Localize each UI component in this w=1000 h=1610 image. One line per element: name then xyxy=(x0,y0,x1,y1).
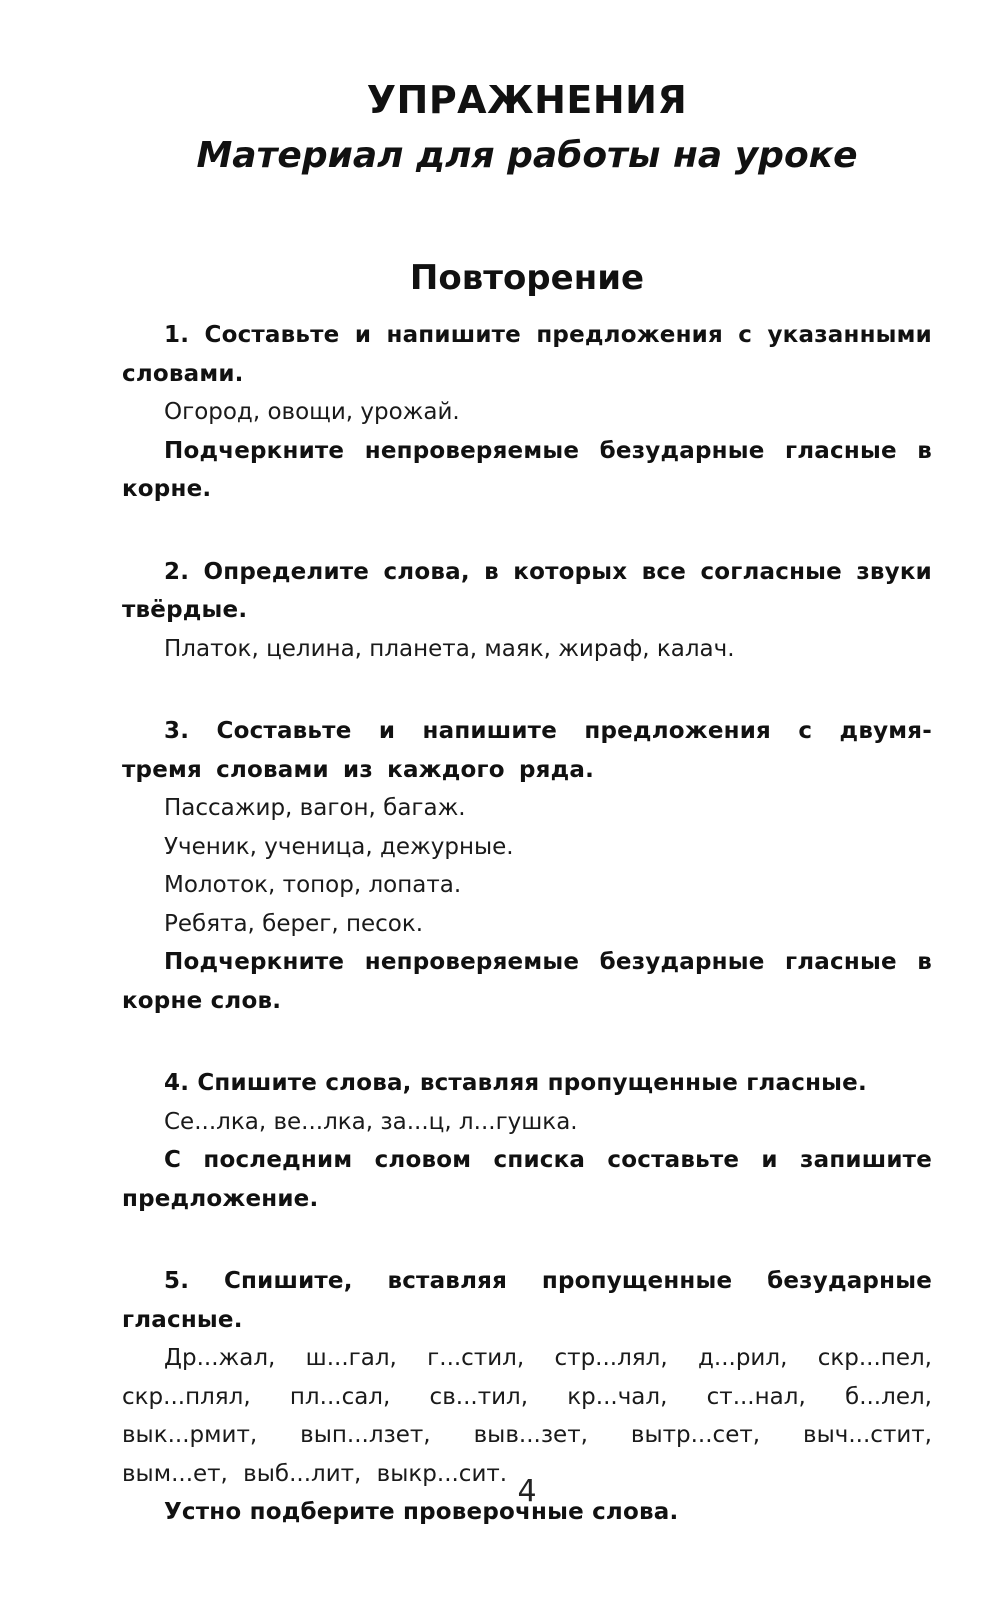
word-row: Ребята, берег, песок. xyxy=(164,910,424,937)
page-subtitle: Материал для работы на уроке xyxy=(196,135,858,176)
page-title: УПРАЖНЕНИЯ xyxy=(366,78,688,122)
exercise-instruction: 5. Спишите, вставляя пропущенные безударные гласные. xyxy=(122,1268,932,1333)
exercise-words: Се...лка, ве...лка, за...ц, л...гушка. xyxy=(164,1108,578,1135)
exercise-3 xyxy=(122,712,932,1020)
word-row: Ученик, ученица, дежурные. xyxy=(164,833,514,860)
exercise-words: Др...жал, ш...гал, г...стил, стр...лял, д...рил, скр...пел, скр...плял, пл...сал, св...тил, кр...чал, ст...нал, б...лел, вык...рмит, вып...лзет, выв...зет, вытр...сет, выч...стит, вым...ет, выб...лит, выкр...сит. xyxy=(122,1345,932,1487)
exercise-4 xyxy=(122,1064,932,1218)
exercise-instruction: 2. Определите слова, в которых все согласные звуки твёрдые. xyxy=(122,558,932,623)
word-row: Молоток, топор, лопата. xyxy=(164,872,462,898)
word-row: Пассажир, вагон, багаж. xyxy=(164,795,466,821)
exercise-words: Платок, целина, планета, маяк, жираф, калач. xyxy=(164,635,735,662)
page-number: 4 xyxy=(517,1474,537,1509)
exercise-instruction: 4. Спишите слова, вставляя пропущенные гласные. xyxy=(164,1070,867,1096)
document-page xyxy=(122,72,932,1552)
exercise-2 xyxy=(122,553,932,669)
exercise-followup: С последним словом списка составьте и запишите предложение. xyxy=(122,1147,932,1212)
exercise-followup: Подчеркните непроверяемые безударные гласные в корне слов. xyxy=(122,949,932,1014)
exercise-1 xyxy=(122,316,932,509)
exercise-followup: Подчеркните непроверяемые безударные гласные в корне. xyxy=(122,437,932,502)
section-title: Повторение xyxy=(409,258,645,298)
exercise-followup: Устно подберите проверочные слова. xyxy=(164,1499,679,1525)
exercise-instruction: 1. Составьте и напишите предложения с указанными словами. xyxy=(122,322,932,387)
exercise-words: Огород, овощи, урожай. xyxy=(164,399,460,425)
exercise-instruction: 3. Составьте и напишите предложения с двумя-тремя словами из каждого ряда. xyxy=(122,718,932,783)
